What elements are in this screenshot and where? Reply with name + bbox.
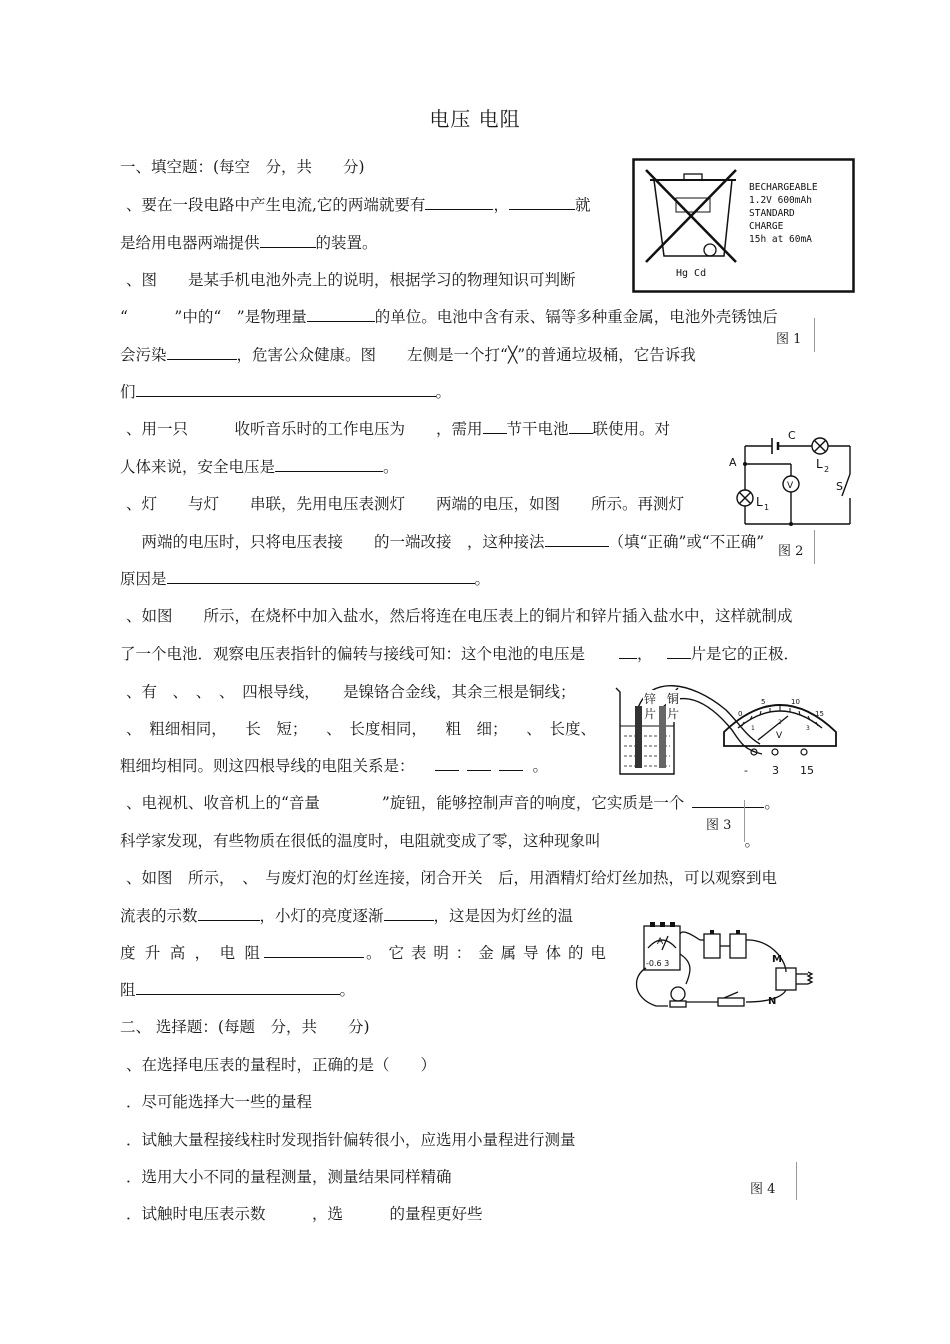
lamp-1-subscript: 1 bbox=[764, 503, 770, 512]
question-2-line2: “ ”中的“ ”是物理量 的单位。电池中含有汞、镉等多种重金属，电池外壳锈蚀后 bbox=[120, 305, 778, 327]
figure-3-label: 图 3 bbox=[706, 818, 732, 833]
answer-blank[interactable] bbox=[667, 643, 691, 660]
question-5-line2: 了一个电池．观察电压表指针的偏转与接线可知：这个电池的电压是 ， 片是它的正极． bbox=[120, 642, 799, 664]
answer-blank[interactable] bbox=[435, 755, 459, 772]
choice-option-a[interactable]: ．尽可能选择大一些的量程 bbox=[126, 1093, 313, 1111]
answer-blank[interactable] bbox=[136, 979, 340, 996]
question-1-line2: 是给用电器两端提供 的装置。 bbox=[120, 231, 378, 253]
switch-label: S bbox=[836, 480, 843, 493]
divider bbox=[796, 1162, 797, 1200]
divider bbox=[814, 530, 815, 564]
question-7-line2: 科学家发现，有些物质在很低的温度时，电阻就变成了零，这种现象叫 。 bbox=[120, 832, 761, 850]
battery-text-line: CHARGE bbox=[749, 221, 784, 232]
node-c-label: C bbox=[788, 429, 796, 442]
choice-option-c[interactable]: ．选用大小不同的量程测量，测量结果同样精确 bbox=[126, 1168, 452, 1186]
voltmeter-label: V bbox=[787, 481, 794, 491]
choice-option-b[interactable]: ．试触大量程接线柱时发现指针偏转很小，应选用小量程进行测量 bbox=[126, 1131, 576, 1149]
question-1-line1: 、要在一段电路中产生电流,它的两端就要有 ， 就 bbox=[126, 193, 590, 215]
figure-4-filament-circuit bbox=[626, 914, 822, 1014]
terminal-label: 15 bbox=[800, 764, 814, 777]
answer-blank[interactable] bbox=[545, 531, 609, 548]
lamp-1-label: L bbox=[756, 495, 763, 509]
question-8-line3: 度 升 高 ， 电 阻 。 它 表 明 ： 金 属 导 体 的 电 bbox=[120, 941, 606, 963]
scale-label: 15 bbox=[815, 710, 824, 718]
answer-blank[interactable] bbox=[198, 905, 260, 922]
question-4-line2: 两端的电压时，只将电压表接 的一端改接 ，这种接法 （填“正确”或“不正确” bbox=[126, 530, 764, 552]
answer-blank[interactable] bbox=[167, 568, 475, 585]
question-4-line3: 原因是 。 bbox=[120, 567, 490, 589]
choice-question-1-stem: 、在选择电压表的量程时，正确的是（ ） bbox=[126, 1056, 437, 1074]
question-3-line2: 人体来说，安全电压是 。 bbox=[120, 455, 399, 477]
answer-blank[interactable] bbox=[619, 643, 637, 660]
section2-heading: 二、 选择题：(每题 分，共 分) bbox=[120, 1018, 370, 1036]
copper-label: 片 bbox=[667, 707, 680, 721]
answer-blank[interactable] bbox=[307, 306, 375, 323]
answer-blank[interactable] bbox=[467, 755, 491, 772]
answer-blank[interactable] bbox=[264, 942, 364, 959]
inner-scale-label: 2 bbox=[778, 719, 782, 726]
figure-4-label: 图 4 bbox=[750, 1182, 776, 1197]
answer-blank[interactable] bbox=[483, 418, 507, 435]
answer-blank[interactable] bbox=[167, 344, 237, 361]
battery-text-line: STANDARD bbox=[749, 208, 795, 219]
terminal-label: 3 bbox=[772, 764, 779, 777]
ammeter-label: A bbox=[657, 937, 664, 947]
battery-text-line: BECHARGEABLE bbox=[749, 182, 818, 193]
battery-text-line: 1.2V 600mAh bbox=[749, 195, 812, 206]
section1-heading: 一、填空题：(每空 分，共 分) bbox=[120, 158, 365, 176]
question-2-line4: 们 。 bbox=[120, 380, 451, 402]
figure-2-circuit bbox=[728, 424, 858, 534]
question-5-line1: 、如图 所示，在烧杯中加入盐水，然后将连在电压表上的铜片和锌片插入盐水中，这样就制成 bbox=[126, 607, 793, 625]
answer-blank[interactable] bbox=[499, 755, 523, 772]
question-2-line3: 会污染 ，危害公众健康。图 左侧是一个打“╳”的普通垃圾桶，它告诉我 bbox=[120, 343, 696, 365]
zinc-label: 锌 bbox=[644, 692, 657, 706]
answer-blank[interactable] bbox=[509, 194, 575, 211]
scale-label: 5 bbox=[761, 698, 766, 706]
scale-label: 10 bbox=[791, 698, 800, 706]
lamp-2-subscript: 2 bbox=[824, 465, 830, 474]
figure-2-label: 图 2 bbox=[778, 544, 804, 559]
answer-blank[interactable] bbox=[275, 456, 383, 473]
divider bbox=[744, 800, 745, 842]
question-8-line4: 阻 。 bbox=[120, 978, 355, 1000]
page-title: 电压 电阻 bbox=[429, 107, 521, 131]
question-6-line2: 、 粗细相同， 长 短； 、 长度相同， 粗 细； 、 长度、 bbox=[126, 720, 596, 738]
question-3-line1: 、用一只 收听音乐时的工作电压为 ，需用 节干电池 联使用。对 bbox=[126, 417, 670, 439]
question-6-line1: 、有 、 、 、 四根导线， 是镍铬合金线，其余三根是铜线； bbox=[126, 683, 576, 701]
ammeter-terminals-label: -0.6 3 bbox=[646, 959, 670, 968]
question-4-line1: 、灯 与灯 串联，先用电压表测灯 两端的电压，如图 所示。再测灯 bbox=[126, 495, 685, 513]
zinc-label: 片 bbox=[644, 707, 657, 721]
copper-label: 铜 bbox=[667, 692, 680, 706]
figure-3-saltwater-battery bbox=[610, 680, 842, 780]
node-n-label: N bbox=[768, 996, 777, 1007]
question-8-line2: 流表的示数 ，小灯的亮度逐渐 ，这是因为灯丝的温 bbox=[120, 904, 573, 926]
figure-1-label: 图 1 bbox=[776, 332, 802, 347]
answer-blank[interactable] bbox=[136, 381, 436, 398]
meter-unit-label: V bbox=[776, 731, 783, 741]
question-2-line1: 、图 是某手机电池外壳上的说明，根据学习的物理知识可判断 bbox=[126, 271, 576, 289]
answer-blank[interactable] bbox=[260, 232, 316, 249]
choice-option-d[interactable]: ．试触时电压表示数 ，选 的量程更好些 bbox=[126, 1205, 483, 1223]
question-8-line1: 、如图 所示， 、 与废灯泡的灯丝连接，闭合开关 后，用酒精灯给灯丝加热，可以观察到电 bbox=[126, 869, 778, 887]
answer-blank[interactable] bbox=[425, 194, 493, 211]
figure-1-battery-label bbox=[632, 158, 856, 294]
bin-caption: Hg Cd bbox=[676, 268, 707, 279]
lamp-2-label: L bbox=[816, 457, 823, 471]
inner-scale-label: 1 bbox=[751, 725, 755, 732]
battery-text-line: 15h at 60mA bbox=[749, 234, 812, 245]
answer-blank[interactable] bbox=[569, 418, 593, 435]
node-a-label: A bbox=[729, 456, 737, 469]
question-7-line1: 、电视机、收音机上的“音量 ”旋钮，能够控制声音的响度，它实质是一个 。 bbox=[126, 791, 780, 813]
terminal-label: - bbox=[744, 764, 748, 777]
answer-blank[interactable] bbox=[692, 792, 764, 809]
node-m-label: M bbox=[772, 954, 782, 965]
inner-scale-label: 3 bbox=[806, 725, 810, 732]
answer-blank[interactable] bbox=[384, 905, 434, 922]
scale-label: 0 bbox=[738, 710, 743, 718]
divider bbox=[814, 318, 815, 352]
question-6-line3: 粗细均相同。则这四根导线的电阻关系是： 。 bbox=[120, 754, 548, 776]
